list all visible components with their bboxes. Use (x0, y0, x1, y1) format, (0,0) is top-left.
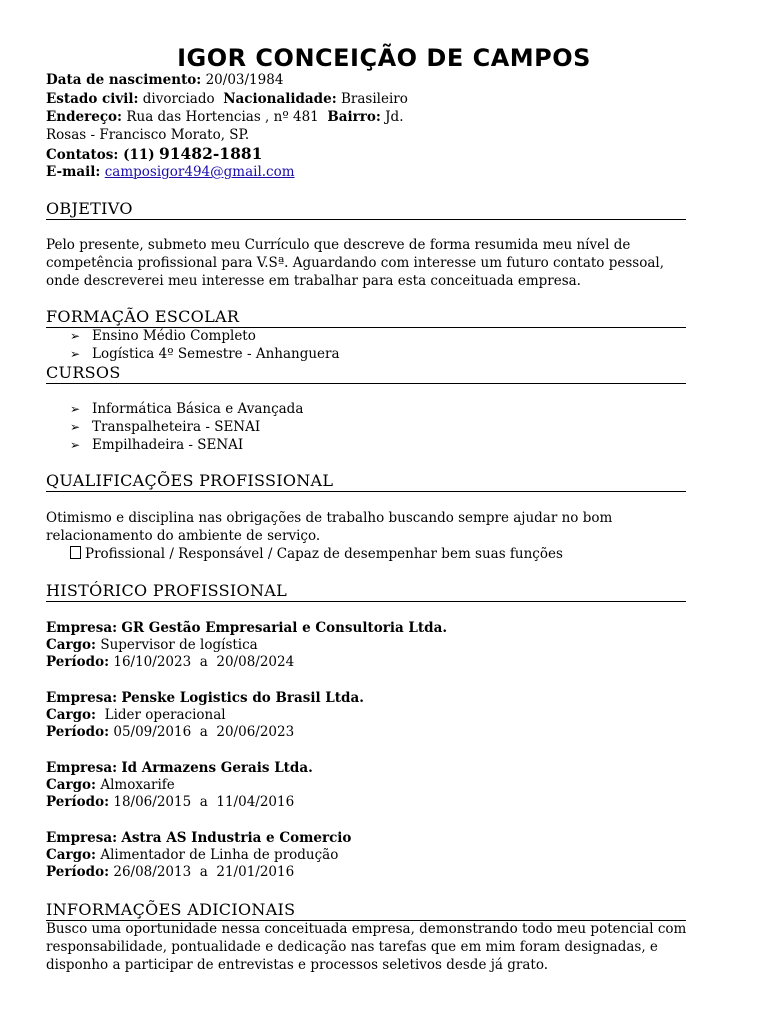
district-label: Bairro: (327, 109, 381, 125)
birth-date-line (46, 72, 283, 90)
course-item-label: Empilhadeira - SENAI (92, 437, 244, 453)
qualification-bullet-label: Profissional / Responsável / Capaz de desempenhar bem suas funções (85, 546, 563, 562)
role-label: Cargo: (46, 847, 97, 863)
role-value: Alimentador de Linha de produção (100, 847, 339, 863)
role-label: Cargo: (46, 777, 97, 793)
additional-line: disponho a participar de entrevistas e processos seletivos desde já grato. (46, 957, 548, 973)
education-item (70, 328, 256, 346)
address-value: Rua das Hortencias , nº 481 (126, 109, 319, 125)
section-courses-title: CURSOS (46, 363, 686, 384)
section-education-title: FORMAÇÃO ESCOLAR (46, 307, 686, 328)
course-item (70, 401, 303, 419)
period-label: Período: (46, 654, 110, 670)
address-label: Endereço: (46, 109, 123, 125)
period-value: 18/06/2015 a 11/04/2016 (113, 794, 295, 810)
arrow-bullet-icon: ➢ (70, 420, 81, 434)
role-value: Lider operacional (100, 707, 226, 723)
education-item-label: Logística 4º Semestre - Anhanguera (92, 346, 340, 362)
education-item-label: Ensino Médio Completo (92, 328, 256, 344)
email-label: E-mail: (46, 164, 101, 180)
period-label: Período: (46, 794, 110, 810)
role-label: Cargo: (46, 637, 97, 653)
objective-line: onde descreverei meu interesse em trabalhar para esta conceituada empresa. (46, 273, 581, 289)
missing-glyph-icon (70, 546, 81, 559)
objective-line: competência profissional para V.Sª. Aguardando com interesse um futuro contato pessoal, (46, 255, 665, 271)
company-label: Empresa: (46, 690, 118, 706)
company-label: Empresa: (46, 620, 118, 636)
contacts-line (46, 145, 262, 165)
additional-line: Busco uma oportunidade nessa conceituada empresa, demonstrando todo meu potencial com (46, 921, 687, 937)
job-company-line (46, 690, 364, 708)
birth-date-label: Data de nascimento: (46, 72, 202, 88)
course-item-label: Informática Básica e Avançada (92, 401, 304, 417)
job-role-line (46, 637, 258, 655)
civil-status-value: divorciado (142, 91, 215, 107)
job-role-line (46, 847, 338, 865)
arrow-bullet-icon: ➢ (70, 347, 81, 361)
civil-status-label: Estado civil: (46, 91, 139, 107)
period-value: 05/09/2016 a 20/06/2023 (113, 724, 295, 740)
course-item-label: Transpalheteira - SENAI (92, 419, 261, 435)
civil-status-line (46, 91, 408, 109)
section-qualifications-title: QUALIFICAÇÕES PROFISSIONAL (46, 471, 686, 492)
birth-date-value: 20/03/1984 (205, 72, 284, 88)
company-label: Empresa: (46, 760, 118, 776)
nationality-value: Brasileiro (340, 91, 408, 107)
job-role-line (46, 777, 175, 795)
email-line (46, 164, 295, 182)
email-link[interactable]: camposigor494@gmail.com (104, 164, 295, 180)
section-additional-title: INFORMAÇÕES ADICIONAIS (46, 900, 686, 921)
company-name: Astra AS Industria e Comercio (121, 830, 352, 846)
address-line (46, 109, 404, 127)
company-name: Id Armazens Gerais Ltda. (121, 760, 313, 776)
job-company-line (46, 620, 447, 638)
job-period-line (46, 724, 294, 742)
role-label: Cargo: (46, 707, 97, 723)
section-objective-title: OBJETIVO (46, 199, 686, 220)
objective-line: Pelo presente, submeto meu Currículo que descreve de forma resumida meu nível de (46, 237, 631, 253)
period-label: Período: (46, 724, 110, 740)
company-label: Empresa: (46, 830, 118, 846)
qualification-line: Otimismo e disciplina nas obrigações de trabalho buscando sempre ajudar no bom (46, 510, 613, 526)
qualification-bullet-item (70, 546, 563, 564)
section-history-title: HISTÓRICO PROFISSIONAL (46, 581, 686, 602)
role-value: Almoxarife (100, 777, 175, 793)
period-value: 26/08/2013 a 21/01/2016 (113, 864, 295, 880)
contacts-label: Contatos: (11) (46, 147, 155, 163)
role-value: Supervisor de logística (100, 637, 258, 653)
arrow-bullet-icon: ➢ (70, 438, 81, 452)
company-name: Penske Logistics do Brasil Ltda. (121, 690, 364, 706)
education-item (70, 346, 340, 364)
job-period-line (46, 864, 294, 882)
job-role-line (46, 707, 226, 725)
course-item (70, 437, 243, 455)
course-item (70, 419, 260, 437)
period-value: 16/10/2023 a 20/08/2024 (113, 654, 295, 670)
job-company-line (46, 830, 351, 848)
phone-number: 91482-1881 (158, 144, 263, 163)
additional-line: responsabilidade, pontualidade e dedicação nas tarefas que em mim foram designadas, e (46, 939, 658, 955)
candidate-name: IGOR CONCEIÇÃO DE CAMPOS (177, 44, 591, 72)
arrow-bullet-icon: ➢ (70, 329, 81, 343)
job-company-line (46, 760, 313, 778)
district-value: Jd. (385, 109, 404, 125)
qualification-line: relacionamento do ambiente de serviço. (46, 528, 321, 544)
arrow-bullet-icon: ➢ (70, 402, 81, 416)
address-line-2: Rosas - Francisco Morato, SP. (46, 127, 250, 143)
job-period-line (46, 794, 294, 812)
period-label: Período: (46, 864, 110, 880)
company-name: GR Gestão Empresarial e Consultoria Ltda. (121, 620, 448, 636)
nationality-label: Nacionalidade: (223, 91, 337, 107)
job-period-line (46, 654, 294, 672)
